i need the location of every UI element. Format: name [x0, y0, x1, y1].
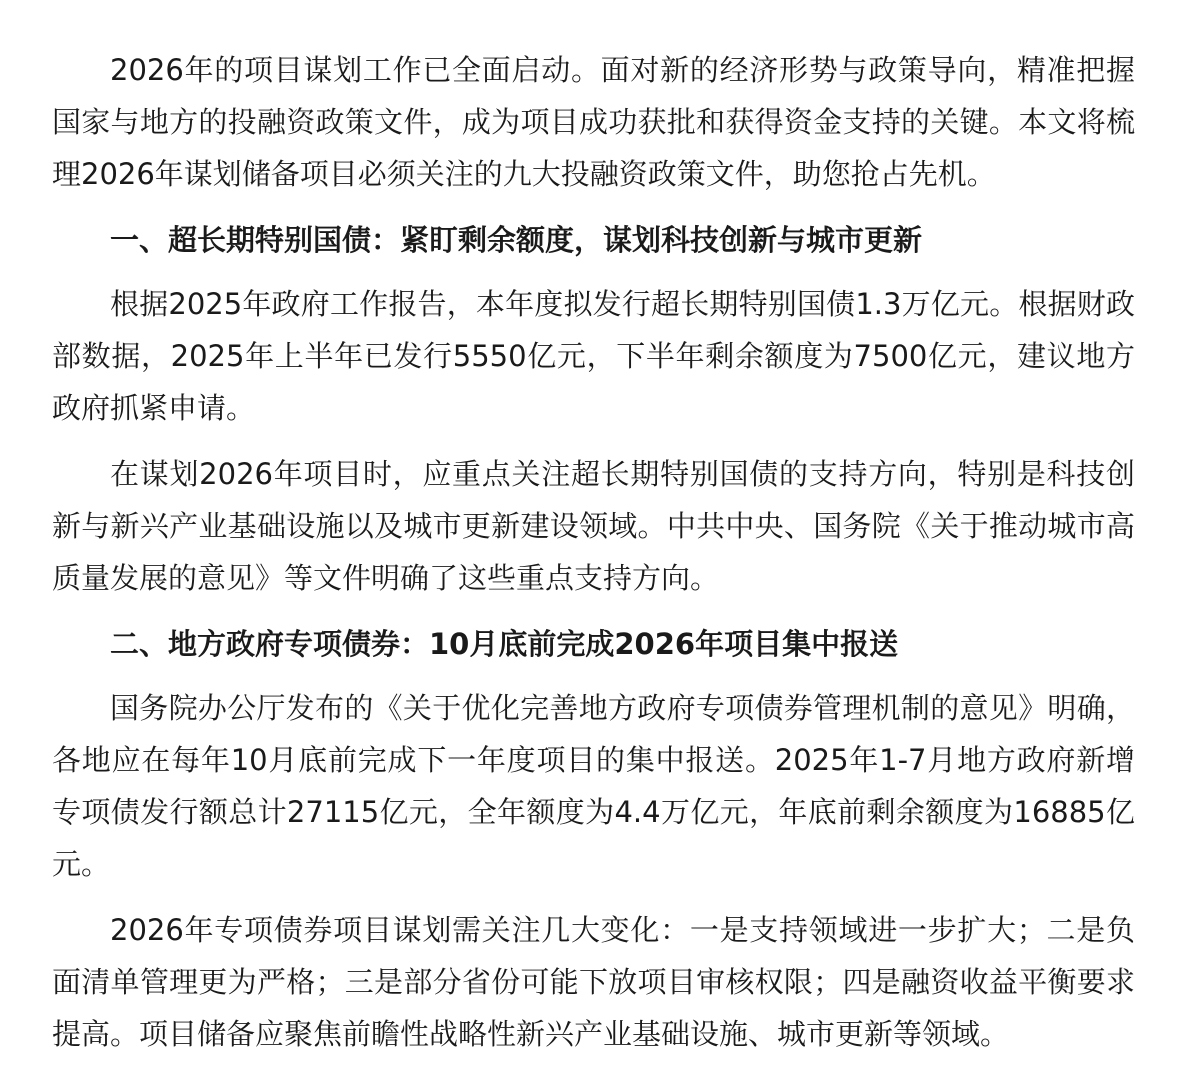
section-2-paragraph-1: 国务院办公厅发布的《关于优化完善地方政府专项债券管理机制的意见》明确，各地应在每年10月底前完成下一年度项目的集中报送。2025年1-7月地方政府新增专项债发行额总计27115亿元，全年额度为4.4万亿元，年底前剩余额度为16885亿元。: [52, 691, 1135, 881]
section-2-heading: 二、地方政府专项债券：10月底前完成2026年项目集中报送: [110, 627, 899, 661]
intro-paragraph: 2026年的项目谋划工作已全面启动。面对新的经济形势与政策导向，精准把握国家与地方的投融资政策文件，成为项目成功获批和获得资金支持的关键。本文将梳理2026年谋划储备项目必须关注的九大投融资政策文件，助您抢占先机。: [52, 53, 1135, 191]
section-2-paragraph-2: 2026年专项债券项目谋划需关注几大变化：一是支持领域进一步扩大；二是负面清单管理更为严格；三是部分省份可能下放项目审核权限；四是融资收益平衡要求提高。项目储备应聚焦前瞻性战略性新兴产业基础设施、城市更新等领域。: [52, 913, 1135, 1051]
section-1-heading: 一、超长期特别国债：紧盯剩余额度，谋划科技创新与城市更新: [110, 223, 923, 257]
section-1-paragraph-1: 根据2025年政府工作报告，本年度拟发行超长期特别国债1.3万亿元。根据财政部数据，2025年上半年已发行5550亿元，下半年剩余额度为7500亿元，建议地方政府抓紧申请。: [52, 287, 1135, 425]
section-1-paragraph-2: 在谋划2026年项目时，应重点关注超长期特别国债的支持方向，特别是科技创新与新兴产业基础设施以及城市更新建设领域。中共中央、国务院《关于推动城市高质量发展的意见》等文件明确了这些重点支持方向。: [52, 457, 1135, 595]
